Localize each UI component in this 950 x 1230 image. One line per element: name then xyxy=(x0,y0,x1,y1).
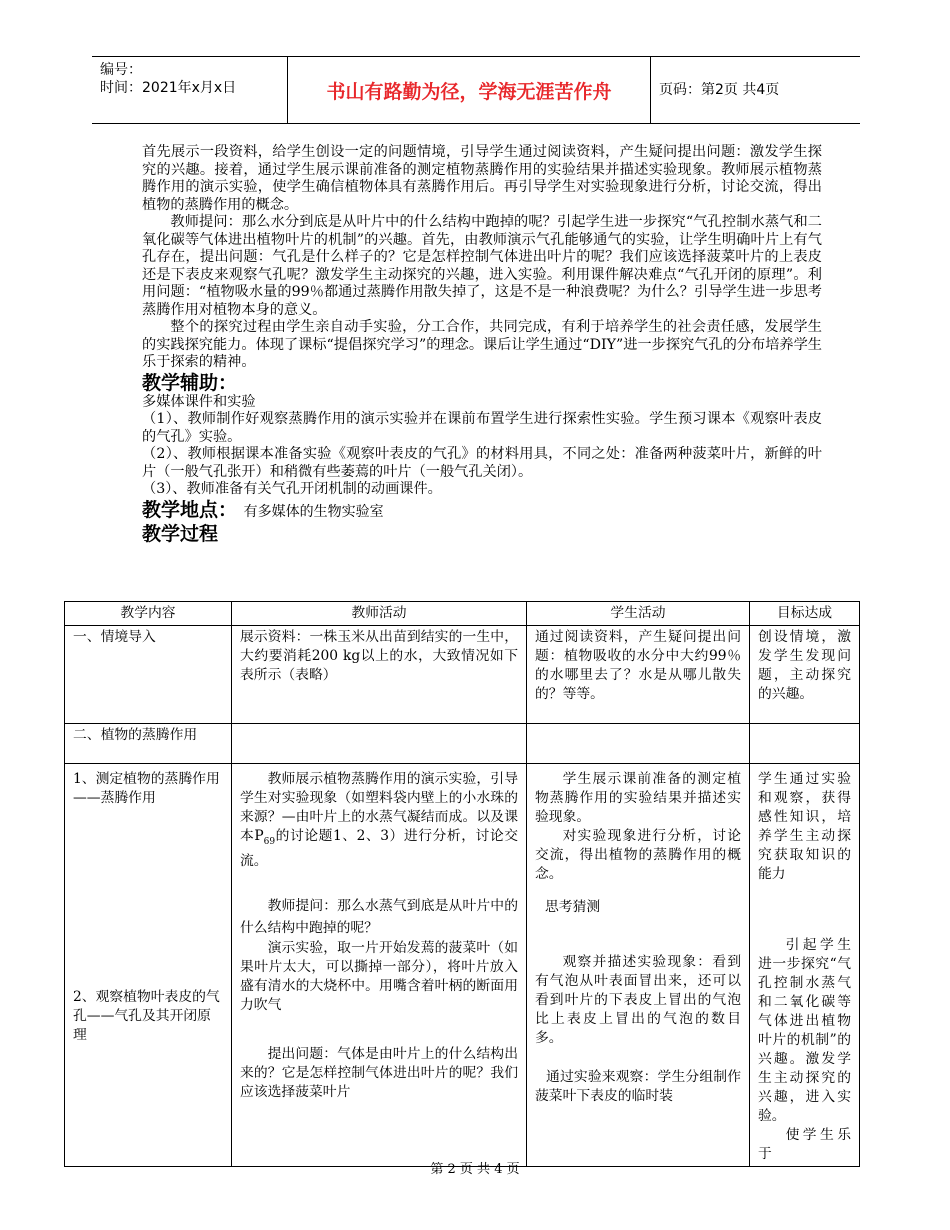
location-line xyxy=(142,499,822,523)
teacher-activity-1b: 的讨论题1、2、3）进行分析，讨论交流。 xyxy=(240,828,518,869)
student-activity-5: 通过实验来观察：学生分组制作菠菜叶下表皮的临时装 xyxy=(535,1069,741,1104)
table-row xyxy=(65,724,860,764)
row2-content: 二、植物的蒸腾作用 xyxy=(65,724,232,764)
intro-paragraph-2: 教师提问：那么水分到底是从叶片中的什么结构中跑掉的呢？引起学生进一步探究“气孔控制水蒸气和二氧化碳等气体进出植物叶片的机制”的兴趣。首先，由教师演示气孔能够通气的实验，让学生明确叶片上有气孔存在，提出问题：气孔是什么样子的？它是怎样控制气体进出叶片的呢？我们应该选择菠菜叶片的上表皮还是下表皮来观察气孔呢？激发学生主动探究的兴趣，进入实验。利用课件解决难点“气孔开闭的原理”。利用问题：“植物吸水量的99％都通过蒸腾作用散失掉了，这是不是一种浪费呢？为什么？引导学生进一步思考蒸腾作用对植物本身的意义。 xyxy=(142,214,822,318)
document-body xyxy=(142,144,822,545)
student-activity-2: 对实验现象进行分析，讨论交流，得出植物的蒸腾作用的概念。 xyxy=(535,828,741,882)
motto: 书山有路勤为径，学海无涯苦作舟 xyxy=(326,80,612,103)
page-header xyxy=(92,56,860,124)
row1-student: 通过阅读资料，产生疑问提出问题：植物吸收的水分中大约99％的水哪里去了？水是从哪儿散失的？等等。 xyxy=(527,626,750,724)
header-meta xyxy=(100,61,236,97)
row2-student xyxy=(527,724,750,764)
student-activity-3: 思考猜测 xyxy=(545,899,601,915)
col-header-student: 学生活动 xyxy=(527,602,750,626)
aids-line-2: （1）、教师制作好观察蒸腾作用的演示实验并在课前布置学生进行探索性实验。学生预习课本《观察叶表皮的气孔》实验。 xyxy=(142,411,822,445)
process-heading: 教学过程 xyxy=(142,522,219,545)
row3-student xyxy=(527,764,750,1167)
number-label: 编号： xyxy=(100,62,142,78)
header-motto-cell xyxy=(287,57,651,123)
teacher-activity-1 xyxy=(240,770,518,871)
student-activity-1: 学生展示课前准备的测定植物蒸腾作用的实验结果并描述实验现象。 xyxy=(535,771,741,825)
teacher-activity-1-subscript: 69 xyxy=(263,836,276,847)
intro-paragraph-1: 首先展示一段资料，给学生创设一定的问题情境，引导学生通过阅读资料，产生疑问提出问题：激发学生探究的兴趣。接着，通过学生展示课前准备的测定植物蒸腾作用的实验结果并描述实验现象。教师展示植物蒸腾作用的演示实验，使学生确信植物体具有蒸腾作用后。再引导学生对实验现象进行分析，讨论交流，得出植物的蒸腾作用的概念。 xyxy=(142,144,822,213)
time-label: 时间：2021年x月x日 xyxy=(100,80,237,96)
row1-teacher: 展示资料：一株玉米从出苗到结实的一生中，大约要消耗200 kg以上的水，大致情况如下表所示（表略） xyxy=(232,626,527,724)
row1-goal: 创设情境，激发学生发现问题，主动探究的兴趣。 xyxy=(750,626,860,724)
goal-1: 学生通过实验和观察，获得感性知识，培养学生主动探究获取知识的能力 xyxy=(758,771,851,882)
row1-content: 一、情境导入 xyxy=(65,626,232,724)
table-row xyxy=(65,626,860,724)
teacher-activity-3: 演示实验，取一片开始发蔫的菠菜叶（如果叶片太大，可以撕掉一部分），将叶片放入盛有清水的大烧杯中。用嘴含着叶柄的断面用力吹气 xyxy=(240,939,518,1013)
page-footer: 第 2 页 共 4 页 xyxy=(430,1162,520,1177)
aids-line-3: （2）、教师根据课本准备实验《观察叶表皮的气孔》的材料用具，不同之处：准备两种菠菜叶片，新鲜的叶片（一般气孔张开）和稍微有些萎蔫的叶片（一般气孔关闭）。 xyxy=(142,446,822,480)
aids-line-1: 多媒体课件和实验 xyxy=(142,393,256,410)
col-header-teacher: 教师活动 xyxy=(232,602,527,626)
col-header-goal: 目标达成 xyxy=(750,602,860,626)
row3-goal xyxy=(750,764,860,1167)
teacher-activity-4: 提出问题：气体是由叶片上的什么结构出来的？它是怎样控制气体进出叶片的呢？我们应该选择菠菜叶片 xyxy=(240,1045,518,1100)
row2-teacher xyxy=(232,724,527,764)
col-header-content: 教学内容 xyxy=(65,602,232,626)
row3-teacher xyxy=(232,764,527,1167)
process-table xyxy=(64,601,860,1167)
table-row xyxy=(65,764,860,1167)
student-activity-4: 观察并描述实验现象：看到有气泡从叶表面冒出来，还可以看到叶片的下表皮上冒出的气泡比上表皮上冒出的气泡的数目多。 xyxy=(535,954,741,1046)
teacher-activity-2: 教师提问：那么水蒸气到底是从叶片中的什么结构中跑掉的呢？ xyxy=(240,897,518,936)
content-item-1: 1、测定植物的蒸腾作用——蒸腾作用 xyxy=(73,771,220,806)
page-info: 页码：第2页 共4页 xyxy=(659,82,780,98)
location-text: 有多媒体的生物实验室 xyxy=(243,503,384,520)
content-item-2: 2、观察植物叶表皮的气孔——气孔及其开闭原理 xyxy=(73,989,220,1043)
goal-2: 引起学生进一步探究“气孔控制水蒸气和二氧化碳等气体进出植物叶片的机制”的兴趣。激发学生主动探究的兴趣，进入实验。 xyxy=(758,937,851,1124)
row2-goal xyxy=(750,724,860,764)
intro-paragraph-3: 整个的探究过程由学生亲自动手实验，分工合作，共同完成，有利于培养学生的社会责任感，发展学生的实践探究能力。体现了课标“提倡探究学习”的理念。课后让学生通过“DIY”进一步探究气孔的分布培养学生乐于探索的精神。 xyxy=(142,319,822,370)
row3-content xyxy=(65,764,232,1167)
goal-3: 使学生乐于 xyxy=(758,1127,851,1162)
aids-line-4: （3）、教师准备有关气孔开闭机制的动画课件。 xyxy=(142,481,442,497)
location-heading: 教学地点： xyxy=(142,498,238,521)
teacher-activity-1a: 教师展示植物蒸腾作用的演示实验，引导学生对实验现象（如塑料袋内壁上的小水珠的来源？—由叶片上的水蒸气凝结而成。以及课本P xyxy=(240,771,518,844)
aids-heading: 教学辅助： xyxy=(142,371,238,394)
table-header-row xyxy=(65,602,860,626)
